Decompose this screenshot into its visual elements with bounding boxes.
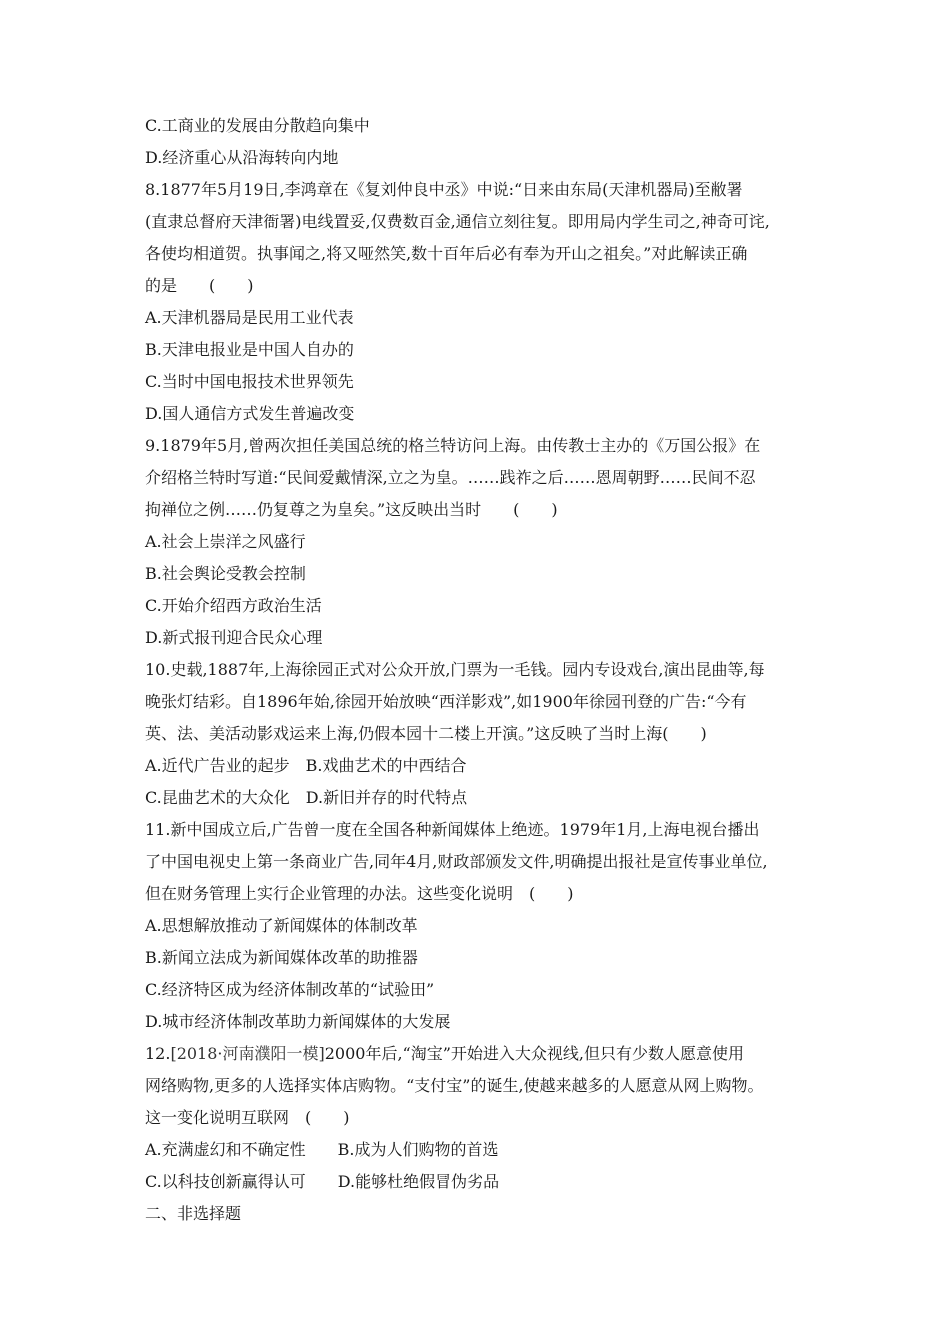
question-12-line-1 [145,1038,815,1070]
question-12-line-2: 网络购物,更多的人选择实体店购物。“支付宝”的诞生,使越来越多的人愿意从网上购物。 [145,1076,764,1095]
option-9b: B.社会舆论受教会控制 [145,564,306,583]
question-11-line-3: 但在财务管理上实行企业管理的办法。这些变化说明 ( ) [145,884,574,903]
question-8-line-2: (直隶总督府天津衙署)电线置妥,仅费数百金,通信立刻往复。即用局内学生司之,神奇可诧, [145,212,770,231]
options-12ab: A.充满虚幻和不确定性 B.成为人们购物的首选 [145,1140,499,1159]
option-9a: A.社会上崇洋之风盛行 [145,532,306,551]
option-7d: D.经济重心从沿海转向内地 [145,148,339,167]
question-9-line-1: 9.1879年5月,曾两次担任美国总统的格兰特访问上海。由传教士主办的《万国公报》在 [145,436,761,455]
option-11d: D.城市经济体制改革助力新闻媒体的大发展 [145,1012,451,1031]
question-11-line-2: 了中国电视史上第一条商业广告,同年4月,财政部颁发文件,明确提出报社是宣传事业单位, [145,852,768,871]
question-9-line-3: 拘禅位之例……仍复尊之为皇矣。”这反映出当时 ( ) [145,500,558,519]
question-9-line-2: 介绍格兰特时写道:“民间爱戴情深,立之为皇。……践祚之后……恩周朝野……民间不忍 [145,468,756,487]
question-11-line-1: 11.新中国成立后,广告曾一度在全国各种新闻媒体上绝迹。1979年1月,上海电视台播出 [145,820,760,839]
question-12-line-3: 这一变化说明互联网 ( ) [145,1108,350,1127]
question-10-line-2: 晚张灯结彩。自1896年始,徐园开始放映“西洋影戏”,如1900年徐园刊登的广告:“今有 [145,692,747,711]
option-9d: D.新式报刊迎合民众心理 [145,628,323,647]
question-12-source-tag: [2018·河南濮阳一模] [170,1044,325,1063]
question-12-text: 2000年后,“淘宝”开始进入大众视线,但只有少数人愿意使用 [324,1044,745,1063]
option-11c: C.经济特区成为经济体制改革的“试验田” [145,980,435,999]
option-7c: C.工商业的发展由分散趋向集中 [145,116,370,135]
options-10cd: C.昆曲艺术的大众化 D.新旧并存的时代特点 [145,788,468,807]
section-heading-non-choice: 二、非选择题 [145,1204,242,1223]
option-8c: C.当时中国电报技术世界领先 [145,372,354,391]
option-8d: D.国人通信方式发生普遍改变 [145,404,355,423]
option-9c: C.开始介绍西方政治生活 [145,596,322,615]
question-8-line-3: 各使均相道贺。执事闻之,将又哑然笑,数十百年后必有奉为开山之祖矣。”对此解读正确 [145,244,748,263]
option-11b: B.新闻立法成为新闻媒体改革的助推器 [145,948,418,967]
option-8a: A.天津机器局是民用工业代表 [145,308,354,327]
question-10-line-1: 10.史载,1887年,上海徐园正式对公众开放,门票为一毛钱。园内专设戏台,演出昆曲等,每 [145,660,765,679]
options-12cd: C.以科技创新赢得认可 D.能够杜绝假冒伪劣品 [145,1172,500,1191]
question-10-line-3: 英、法、美活动影戏运来上海,仍假本园十二楼上开演。”这反映了当时上海( ) [145,724,707,743]
question-12-number: 12. [145,1044,171,1063]
option-8b: B.天津电报业是中国人自办的 [145,340,354,359]
exam-page [145,110,815,1230]
options-10ab: A.近代广告业的起步 B.戏曲艺术的中西结合 [145,756,467,775]
question-8-line-1: 8.1877年5月19日,李鸿章在《复刘仲良中丞》中说:“日来由东局(天津机器局)至敝署 [145,180,743,199]
option-11a: A.思想解放推动了新闻媒体的体制改革 [145,916,418,935]
question-8-line-4: 的是 ( ) [145,276,254,295]
